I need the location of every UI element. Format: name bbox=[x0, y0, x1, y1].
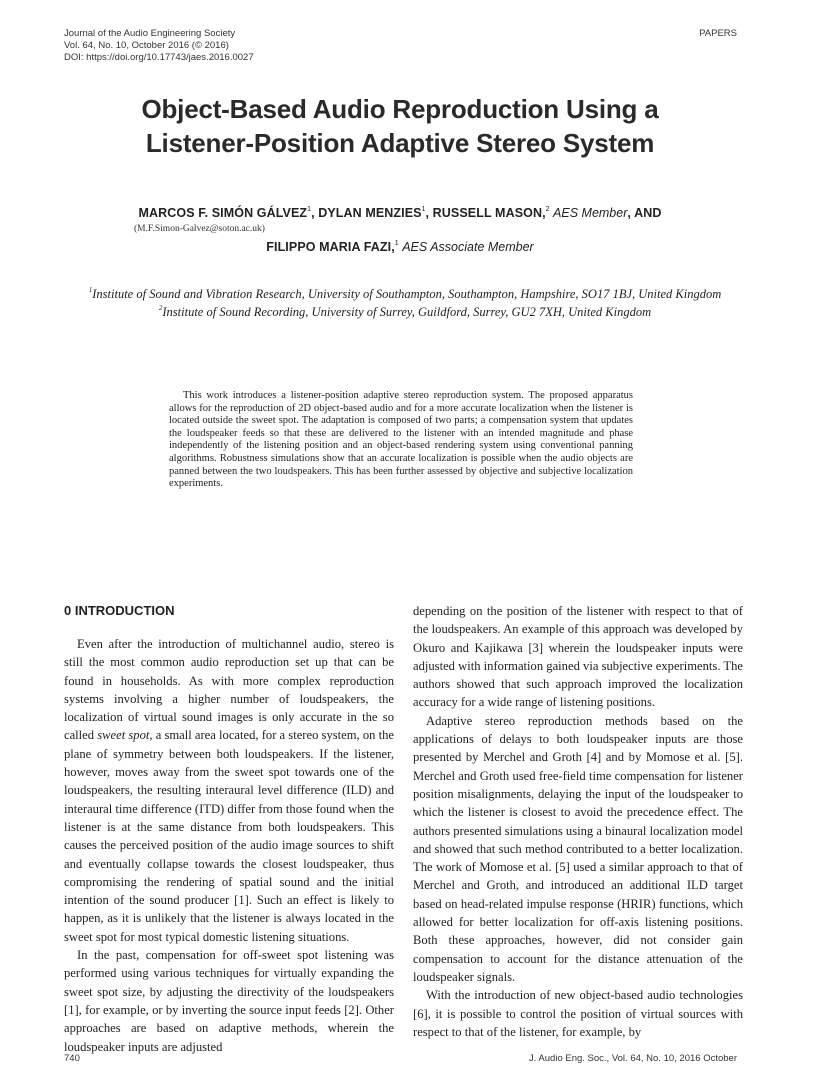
affiliation-1: $^1$Institute of Sound and Vibration Research, University of Southampton, Southampton, Hampshire, SO17 1BJ, United Kingdom bbox=[88, 286, 722, 301]
paragraph: With the introduction of new object-based audio technologies [6], it is possible to control the position of virtual sources with respect to that of the listener, for example, by bbox=[413, 988, 743, 1039]
affiliation-2: $^2$Institute of Sound Recording, University of Surrey, Guildford, Surrey, GU2 7XH, United Kingdom bbox=[158, 303, 652, 319]
paper-title bbox=[60, 92, 740, 160]
paragraph: In the past, compensation for off-sweet spot listening was performed using various techniques for virtually expanding the sweet spot size, by adjusting the directivity of the loudspeakers [1], for example, or by inverting the source input feeds [2]. Other approaches are based on adaptive methods, wherein the loudspeaker inputs are adjusted bbox=[64, 948, 394, 1054]
author-name: RUSSELL MASON, bbox=[432, 206, 546, 220]
affiliations bbox=[70, 286, 740, 321]
affiliation-marker: 1 bbox=[394, 240, 399, 247]
title-line-1: Object-Based Audio Reproduction Using a bbox=[141, 94, 659, 124]
author-name: MARCOS F. SIMÓN GÁLVEZ bbox=[138, 206, 308, 220]
authors-line-1: MARCOS F. SIMÓN GÁLVEZ$^1$, DYLAN MENZIES$^1$, RUSSELL MASON,$^2$ AES Member, AND bbox=[138, 206, 662, 220]
section-heading: 0 INTRODUCTION bbox=[64, 603, 175, 618]
author-email: (M.F.Simon-Galvez@soton.ac.uk) bbox=[134, 224, 265, 234]
journal-header bbox=[64, 28, 384, 64]
footer-citation: J. Audio Eng. Soc., Vol. 64, No. 10, 2016 October bbox=[528, 1053, 737, 1064]
affiliation-marker: 1 bbox=[307, 206, 312, 213]
emphasis-term: sweet spot bbox=[97, 728, 150, 743]
paragraph: Adaptive stereo reproduction methods based on the applications of delays to both loudspeaker inputs are those presented by Merchel and Groth [4] and by Momose et al. [5]. Merchel and Groth used free-field time compensation for listener position misalignments, delaying the input of the loudspeaker to which the listener is closest to avoid the precedence effect. The authors presented simulations using a binaural localization model and showed that such method contributed to a better localization. The work of Momose et al. [5] used a similar approach to that of Merchel and Groth, and introduced an additional ILD target based on head-related impulse response (HRIR) functions, which allowed for better localization for off-axis listening positions. Both these approaches, however, did not consider gain compensation to account for the distance attenuation of the loudspeaker signals. bbox=[413, 713, 743, 984]
body-column-left bbox=[64, 602, 394, 1056]
abstract: This work introduces a listener-position adaptive stereo reproduction system. The proposed apparatus allows for the reproduction of 2D object-based audio and for a more accurate localization when the listener is located outside the sweet spot. The adaptation is composed of two parts; a compensation system that updates the loudspeaker feeds so that these are delivered to the listener with an intended magnitude and phase independently of the listening position and an object-based rendering system using conventional panning algorithms. Robustness simulations show that an accurate localization is possible when the audio objects are panned between the two loudspeakers. This has been further assessed by objective and subjective localization experiments. bbox=[169, 390, 633, 490]
author-membership: AES Associate Member bbox=[402, 240, 534, 254]
author-membership: AES Member bbox=[553, 206, 628, 220]
affiliation-marker: 2 bbox=[545, 206, 550, 213]
affiliation-marker: 1 bbox=[421, 206, 426, 213]
journal-name: Journal of the Audio Engineering Society bbox=[64, 28, 236, 39]
and-word: , AND bbox=[627, 206, 662, 220]
section-tag: PAPERS bbox=[699, 28, 737, 39]
page-number: 740 bbox=[64, 1053, 80, 1064]
volume-info: Vol. 64, No. 10, October 2016 (© 2016) bbox=[64, 40, 229, 51]
paragraph: Even after the introduction of multichannel audio, stereo is still the most common audio reproduction set up that can be found in households. As with more complex reproduction systems involving a higher number of loudspeakers, the localization of virtual sound images is only accurate in the so called sweet spot, a small area located, for a stereo system, on the plane of symmetry between both loudspeakers. If the listener, however, moves away from the sweet spot towards one of the loudspeakers, the resulting interaural level difference (ILD) and interaural time difference (ITD) differ from those found when the listener is at the same distance from both loudspeakers. This causes the perceived position of the audio image sources to shift and eventually collapse towards the closest loudspeaker, thus compromising the rendering of spatial sound and the initial intention of the sound producer [1]. Such an effect is likely to happen, as it is unlikely that the listener is always located in the sweet spot for most typical domestic listening situations. bbox=[64, 637, 394, 944]
author-name: DYLAN MENZIES bbox=[318, 206, 422, 220]
doi-link[interactable]: DOI: https://doi.org/10.17743/jaes.2016.0027 bbox=[64, 52, 254, 63]
author-name: FILIPPO MARIA FAZI, bbox=[266, 240, 395, 254]
title-line-2: Listener-Position Adaptive Stereo System bbox=[145, 128, 655, 158]
authors-line-2 bbox=[40, 240, 760, 254]
paragraph-continued: depending on the position of the listener with respect to that of the loudspeakers. An example of this approach was developed by Okuro and Kajikawa [3] wherein the loudspeaker inputs were adjusted with information gained via subjective experiments. The authors showed that such approach improved the localization accuracy for a wide range of listening positions. bbox=[413, 604, 743, 710]
body-column-right bbox=[413, 602, 743, 1041]
